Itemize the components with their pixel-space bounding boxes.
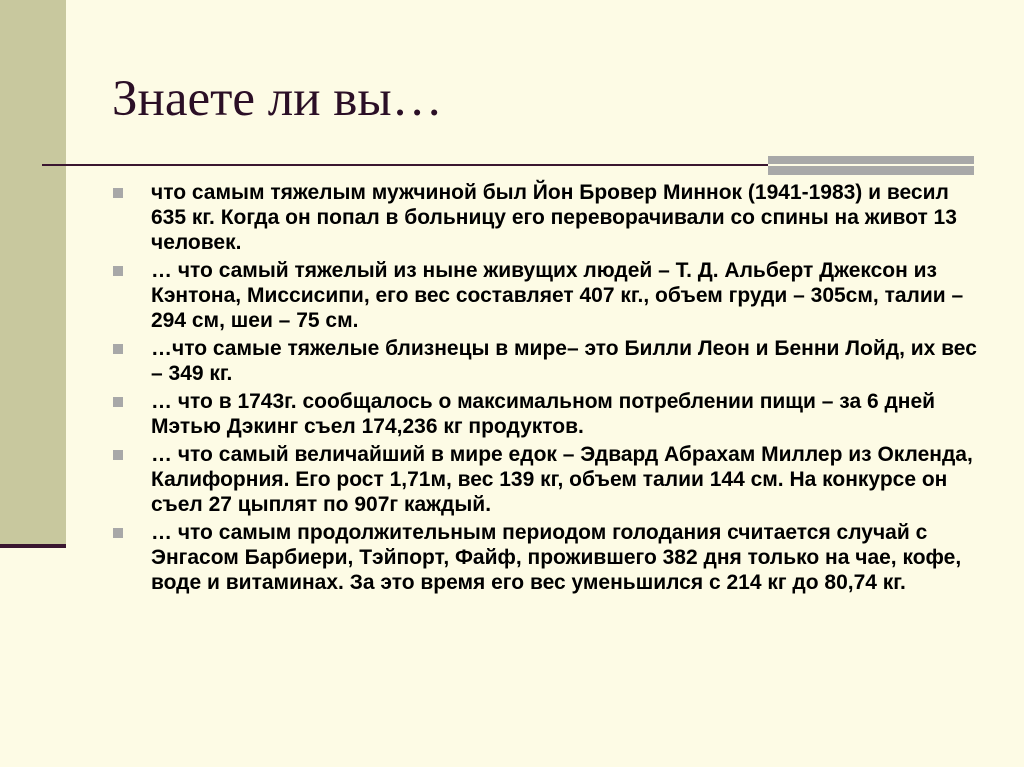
fact-item (113, 389, 979, 439)
fact-text: … что в 1743г. сообщалось о максимальном потреблении пищи – за 6 дней Мэтью Дэкинг съел 174,236 кг продуктов. (151, 390, 936, 438)
side-accent-rule (0, 544, 66, 548)
fact-item (113, 180, 979, 255)
fact-item (113, 336, 979, 386)
gray-accent-bar (768, 156, 974, 175)
side-accent-band (0, 0, 66, 545)
fact-text: … что самый тяжелый из ныне живущих людей – Т. Д. Альберт Джексон из Кэнтона, Миссисипи, его вес составляет 407 кг., объем груди – 305см, талии – 294 см, шеи – 75 см. (151, 259, 964, 332)
square-bullet-icon (113, 266, 123, 276)
fact-text: … что самый величайший в мире едок – Эдвард Абрахам Миллер из Окленда, Калифорния. Его рост 1,71м, вес 139 кг, объем талии 144 см. На конкурсе он съел 27 цыплят по 907г каждый. (151, 443, 973, 516)
fact-text: …что самые тяжелые близнецы в мире– это Билли Леон и Бенни Лойд, их вес – 349 кг. (151, 337, 977, 385)
fact-item (113, 258, 979, 333)
fact-text: что самым тяжелым мужчиной был Йон Бровер Миннок (1941-1983) и весил 635 кг. Когда он попал в больницу его переворачивали со спины на живот 13 человек. (151, 181, 957, 254)
fact-item (113, 520, 979, 595)
square-bullet-icon (113, 344, 123, 354)
square-bullet-icon (113, 450, 123, 460)
square-bullet-icon (113, 188, 123, 198)
slide-title: Знаете ли вы… (112, 71, 443, 127)
fact-item (113, 442, 979, 517)
fact-text: … что самым продолжительным периодом голодания считается случай с Энгасом Барбиери, Тэйпорт, Файф, прожившего 382 дня только на чае, кофе, воде и витаминах. За это время его вес уменьшился с 214 кг до 80,74 кг. (151, 521, 962, 594)
square-bullet-icon (113, 528, 123, 538)
square-bullet-icon (113, 397, 123, 407)
fact-list (113, 180, 979, 598)
